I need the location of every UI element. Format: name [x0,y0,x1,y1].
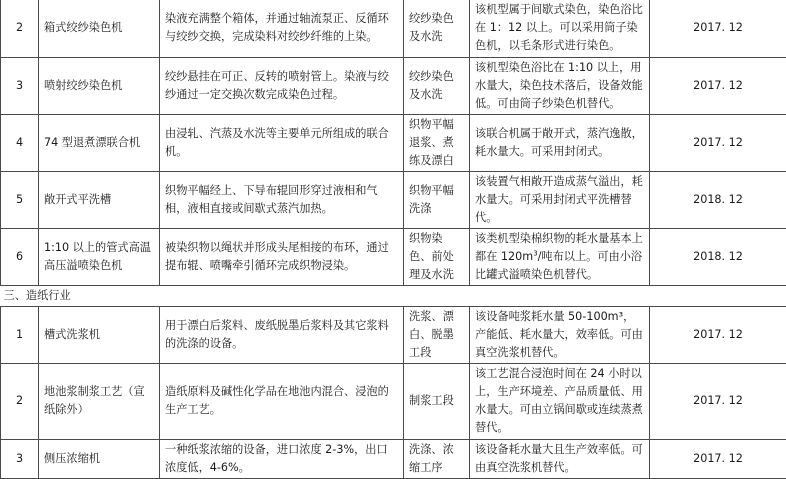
equipment-name: 敞开式平洗槽 [39,171,160,228]
reason-text-before: 该类机型染棉织物的耗水量基本上都在 120m [475,232,643,263]
deadline-date: 2018. 12 [650,171,786,228]
elimination-reason: 该机型属于间歇式染色，染色浴比在 1：12 以上。可以采用筒子染色机，以毛条形式进行染色。 [470,0,650,57]
elimination-reason: 该工艺混合浸泡时间在 24 小时以上，生产环境差、产品质量低、用水量大。可由立锅间歇或连续蒸煮替代。 [470,363,650,439]
row-number: 4 [1,114,39,171]
row-number: 2 [1,363,39,439]
equipment-name: 槽式洗浆机 [39,306,160,363]
equipment-description: 织物平幅经上、下导布辊回形穿过液相和气相，液相直接或间歇式蒸汽加热。 [160,171,404,228]
row-number: 5 [1,171,39,228]
table-row [1,171,786,228]
deadline-date: 2017. 12 [650,306,786,363]
row-number: 2 [1,0,39,57]
row-number: 3 [1,57,39,114]
deadline-date: 2017. 12 [650,114,786,171]
process-stage: 绞纱染色及水洗 [404,0,470,57]
table-row [1,228,786,285]
row-number: 6 [1,228,39,285]
table-row [1,57,786,114]
equipment-description: 造纸原料及碱性化学品在地池内混合、浸泡的生产工艺。 [160,363,404,439]
equipment-name: 侧压浓缩机 [39,439,160,478]
equipment-description: 由浸轧、汽蒸及水洗等主要单元所组成的联合机。 [160,114,404,171]
equipment-name: 箱式绞纱染色机 [39,0,160,57]
elimination-reason: 该设备耗水量大且生产效率低。可由真空洗浆机替代。 [470,439,650,478]
equipment-description: 染液充满整个箱体，并通过轴流泵正、反循环与绞纱交换，完成染料对绞纱纤维的上染。 [160,0,404,57]
equipment-name: 喷射绞纱染色机 [39,57,160,114]
elimination-reason: 该设备吨浆耗水量 50-100m³，产能低、耗水量大，效率低。可由真空洗浆机替代。 [470,306,650,363]
elimination-reason: 该机型染色浴比在 1:10 以上，用水量大，染色技术落后，设备效能低。可由筒子纱染色机替代。 [470,57,650,114]
elimination-reason: 该装置气相敞开造成蒸气溢出，耗水量大。可采用封闭式平洗槽替代。 [470,171,650,228]
elimination-reason: 该联合机属于敞开式，蒸汽逸散，耗水量大。可采用封闭式。 [470,114,650,171]
deadline-date: 2017. 12 [650,0,786,57]
equipment-description: 一种纸浆浓缩的设备，进口浓度 2-3%，出口浓度低，4-6%。 [160,439,404,478]
process-stage: 绞纱染色及水洗 [404,57,470,114]
equipment-name: 地池浆制浆工艺（宣纸除外） [39,363,160,439]
table-row [1,114,786,171]
deadline-date: 2017. 12 [650,57,786,114]
equipment-name: 1:10 以上的管式高温高压溢喷染色机 [39,228,160,285]
table-row [1,306,786,363]
equipment-name: 74 型退煮漂联合机 [39,114,160,171]
process-stage: 洗涤、浓缩工序 [404,439,470,478]
process-stage: 织物平幅洗涤 [404,171,470,228]
process-stage: 织物平幅退浆、煮练及漂白 [404,114,470,171]
process-stage: 制浆工段 [404,363,470,439]
process-stage: 织物染色、前处理及水洗 [404,228,470,285]
equipment-description: 绞纱悬挂在可正、反转的喷射管上。染液与绞纱通过一定交换次数完成染色过程。 [160,57,404,114]
row-number: 1 [1,306,39,363]
table-row [1,363,786,439]
reason-text-after: /吨布以上。可由小浴比罐式溢喷染色机替代。 [475,250,642,281]
table-row [1,0,786,57]
equipment-description: 用于漂白后浆料、废纸脱墨后浆料及其它浆料的洗涤的设备。 [160,306,404,363]
deadline-date: 2017. 12 [650,439,786,478]
table-row [1,439,786,478]
row-number: 3 [1,439,39,478]
process-stage: 洗浆、漂白、脱墨工段 [404,306,470,363]
deadline-date: 2017. 12 [650,363,786,439]
section-title: 三、造纸行业 [1,285,786,306]
section-row [1,285,786,306]
unit-superscript: 3 [533,249,537,257]
elimination-reason [470,228,650,285]
equipment-description: 被染织物以绳状并形成头尾相接的布环，通过提布辊、喷嘴牵引循环完成织物浸染。 [160,228,404,285]
deadline-date: 2018. 12 [650,228,786,285]
